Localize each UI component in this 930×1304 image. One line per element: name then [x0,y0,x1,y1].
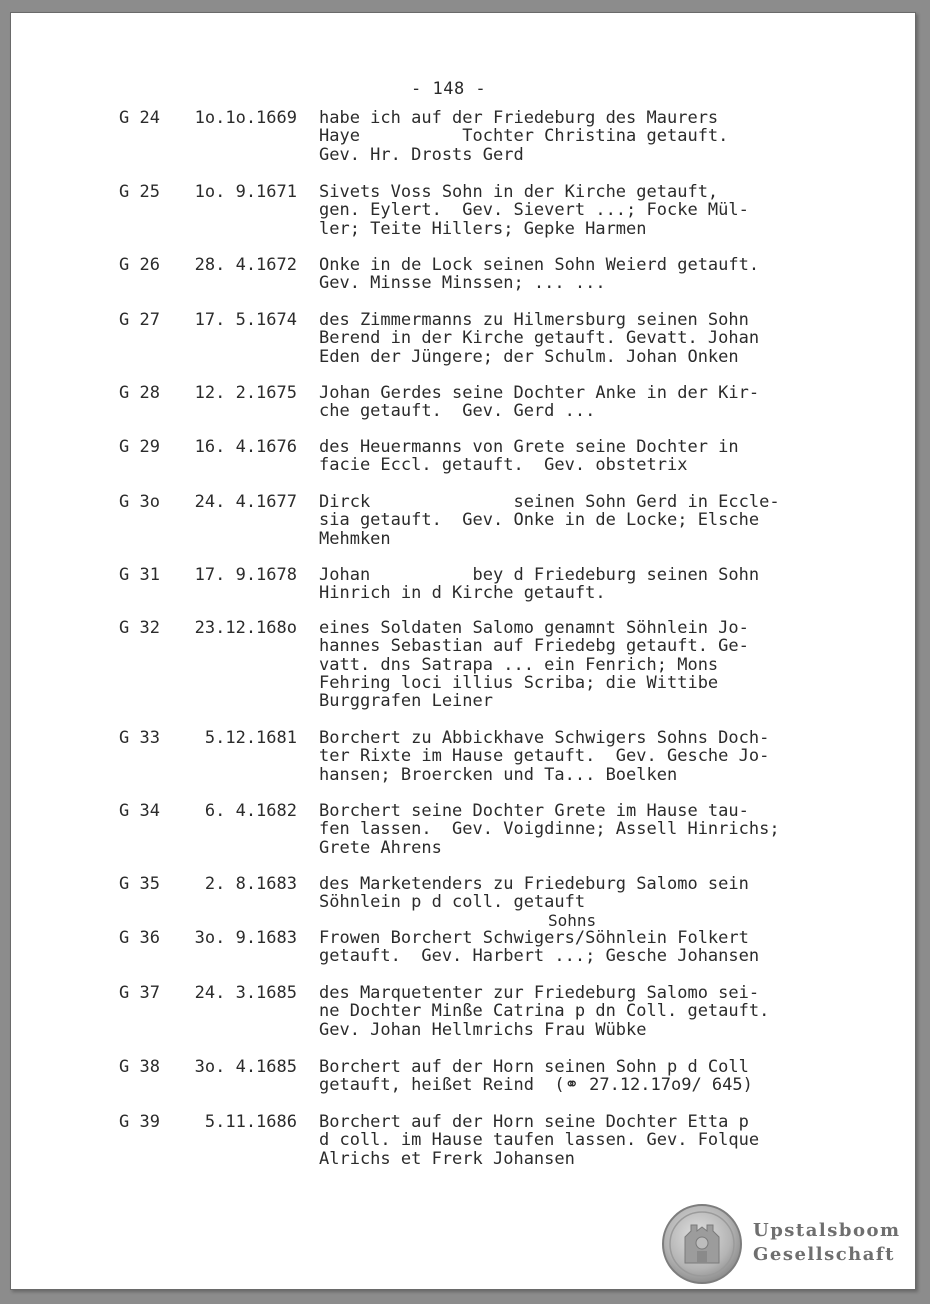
entry-date: 3o. 9.1683 [194,928,297,948]
entry-line: Borchert seine Dochter Grete im Hause tau- [319,801,749,821]
entry-line: des Marquetenter zur Friedeburg Salomo sei- [319,983,760,1003]
entry-line: Borchert auf der Horn seine Dochter Etta p [319,1112,749,1132]
entry-date: 6. 4.1682 [204,801,297,821]
entry-line: Berend in der Kirche getauft. Gevatt. Johan [319,328,760,349]
entry-text [319,493,839,548]
entry-text [319,566,839,603]
logo-line-2: Gesellschaft [753,1244,895,1265]
entry-id: G 32 [119,618,160,638]
entry-date: 16. 4.1676 [194,437,297,457]
entry-id: G 27 [119,310,160,330]
entry-text [319,256,839,293]
entry-line: Borchert auf der Horn seinen Sohn p d Coll [319,1057,749,1077]
entry-id: G 35 [119,874,160,894]
entry-line: facie Eccl. getauft. Gev. obstetrix [319,455,688,476]
entry-text [319,802,839,857]
entry-line: Mehmken [319,528,391,549]
entry-line: sia getauft. Gev. Onke in de Locke; Elsche [319,510,760,531]
page-number: - 148 - [411,79,487,99]
entry-date: 12. 2.1675 [194,383,297,403]
entry-text [319,619,839,710]
entry-id: G 24 [119,108,160,128]
entry-text [319,729,839,784]
entry-line: hansen; Broercken und Ta... Boelken [319,764,678,785]
entry-line: Johan Gerdes seine Dochter Anke in der Kir- [319,383,760,403]
entry-line: Söhnlein p d coll. getauft [319,892,586,913]
entry-date: 1o. 9.1671 [194,182,297,202]
entry-text [319,984,839,1039]
entry-date: 17. 9.1678 [194,565,297,585]
entry-id: G 36 [119,928,160,948]
entry-id: G 33 [119,728,160,748]
entry-text [319,875,839,912]
entry-line: getauft, heißet Reind (⚭ 27.12.17o9/ 645) [319,1075,753,1096]
entry-line: des Heuermanns von Grete seine Dochter in [319,437,739,457]
entry-id: G 25 [119,182,160,202]
entry-line: Hinrich in d Kirche getauft. [319,583,606,604]
entry-date: 3o. 4.1685 [194,1057,297,1077]
entry-line: habe ich auf der Friedeburg des Maurers [319,108,719,128]
entry-line: eines Soldaten Salomo genamnt Söhnlein Jo- [319,618,749,638]
entry-line: Haye Tochter Christina getauft. [319,126,729,147]
entry-line: Gev. Johan Hellmrichs Frau Wübke [319,1019,647,1040]
entry-line: ter Rixte im Hause getauft. Gev. Gesche Jo- [319,746,770,767]
entry-line: getauft. Gev. Harbert ...; Gesche Johansen [319,946,760,967]
entry-line: Onke in de Lock seinen Sohn Weierd getauft. [319,255,760,275]
entry-line: ne Dochter Minße Catrina p dn Coll. getauft. [319,1001,770,1022]
entry-line: Burggrafen Leiner [319,691,493,712]
entry-line: hannes Sebastian auf Friedebg getauft. Ge- [319,636,749,657]
entry-id: G 34 [119,801,160,821]
entry-line: Fehring loci illius Scriba; die Wittibe [319,672,719,693]
entry-text [319,311,839,366]
entry-date: 2. 8.1683 [204,874,297,894]
entry-line: che getauft. Gev. Gerd ... [319,401,596,422]
entry-line: des Zimmermanns zu Hilmersburg seinen Sohn [319,310,749,330]
entry-line: Grete Ahrens [319,837,442,858]
entry-date: 5.12.1681 [204,728,297,748]
entry-text [319,438,839,475]
entry-text [319,109,839,164]
entry-date: 24. 4.1677 [194,492,297,512]
entry-id: G 37 [119,983,160,1003]
entry-date: 5.11.1686 [204,1112,297,1132]
entry-id: G 28 [119,383,160,403]
entry-text [319,1113,839,1168]
entry-line: Borchert zu Abbickhave Schwigers Sohns Doch- [319,728,770,748]
entry-id: G 39 [119,1112,160,1132]
entry-date: 24. 3.1685 [194,983,297,1003]
entry-text [319,384,839,421]
entry-id: G 26 [119,255,160,275]
entry-text [319,1058,839,1095]
document-page [10,12,916,1290]
entry-text [319,929,839,966]
entry-date: 1o.1o.1669 [194,108,297,128]
entry-line: fen lassen. Gev. Voigdinne; Assell Hinrichs; [319,819,780,840]
entry-line: Alrichs et Frerk Johansen [319,1148,575,1169]
entry-line: Gev. Hr. Drosts Gerd [319,144,524,165]
entry-line: Gev. Minsse Minssen; ... ... [319,273,606,294]
entry-date: 17. 5.1674 [194,310,297,330]
entry-id: G 38 [119,1057,160,1077]
entry-text [319,183,839,238]
seal-icon [661,1203,743,1285]
entry-line: vatt. dns Satrapa ... ein Fenrich; Mons [319,654,719,675]
entry-line: Dirck seinen Sohn Gerd in Eccle- [319,492,780,512]
interlinear-insert: Sohns [548,911,597,930]
entry-date: 28. 4.1672 [194,255,297,275]
entry-date: 23.12.168o [194,618,297,638]
entry-line: ler; Teite Hillers; Gepke Harmen [319,218,647,239]
society-logo-text [753,1219,913,1267]
entry-line: Eden der Jüngere; der Schulm. Johan Onken [319,346,739,367]
entry-id: G 29 [119,437,160,457]
entry-line: Johan bey d Friedeburg seinen Sohn [319,565,760,585]
entry-line: gen. Eylert. Gev. Sievert ...; Focke Mül- [319,200,749,221]
logo-line-1: Upstalsboom [753,1220,901,1241]
entry-line: Frowen Borchert Schwigers/Söhnlein Folkert [319,928,749,948]
entry-line: d coll. im Hause taufen lassen. Gev. Folque [319,1130,760,1151]
entry-line: des Marketenders zu Friedeburg Salomo sein [319,874,749,894]
entry-line: Sivets Voss Sohn in der Kirche getauft, [319,182,719,202]
entry-id: G 3o [119,492,160,512]
entry-id: G 31 [119,565,160,585]
